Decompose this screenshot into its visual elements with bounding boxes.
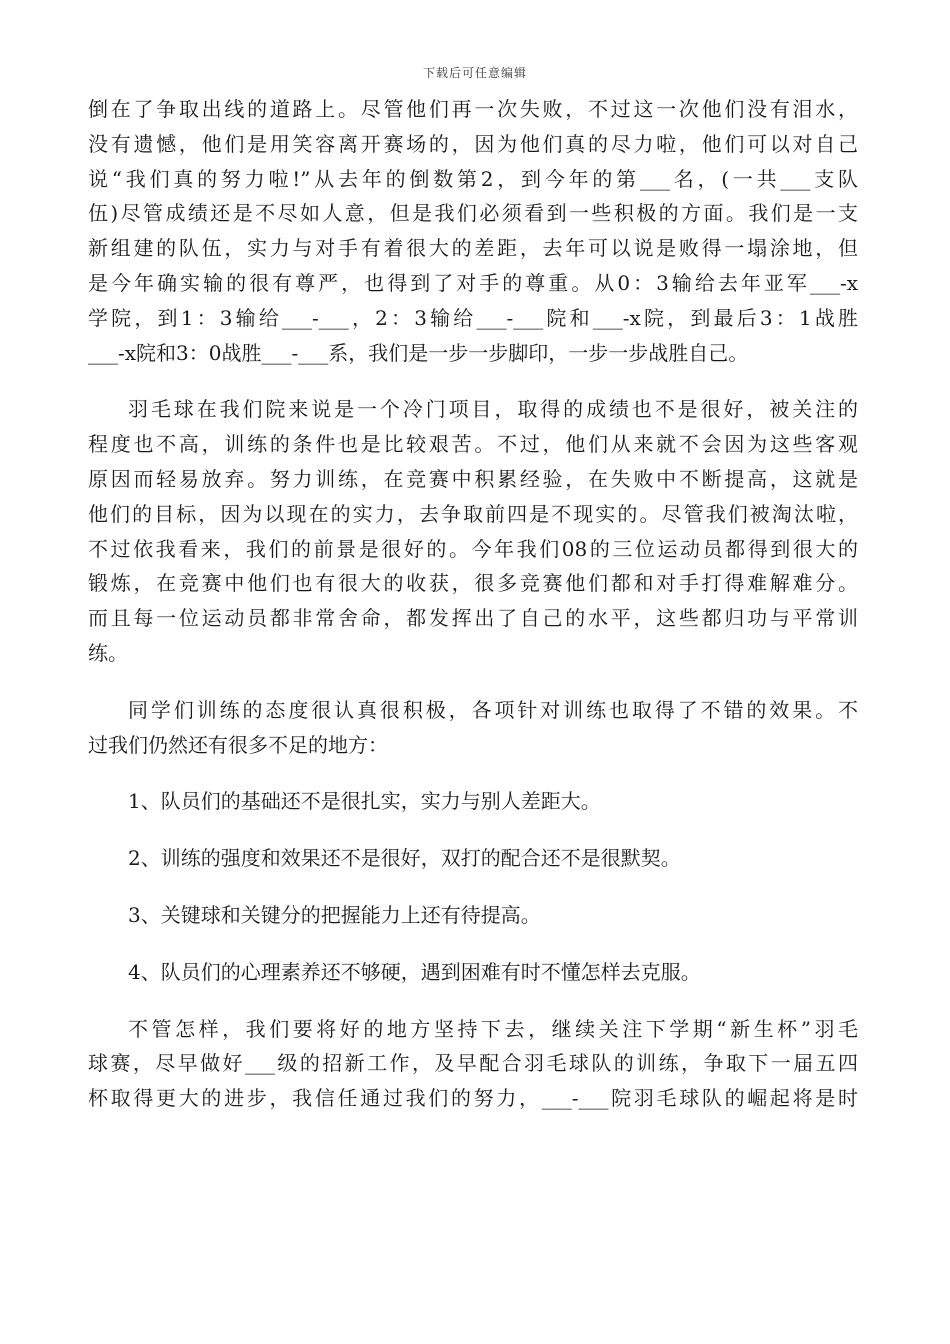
page-header: 下载后可任意编辑 <box>422 66 527 80</box>
text-line: 而且每一位运动员都非常舍命，都发挥出了自己的水平，这些都归功与平常训 <box>88 606 858 631</box>
text-line: 原因而轻易放弃。努力训练，在竞赛中积累经验，在失败中不断提高，这就是 <box>88 466 858 491</box>
text-line: 过我们仍然还有很多不足的地方： <box>88 732 388 757</box>
text-line: 他们的目标，因为以现在的实力，去争取前四是不现实的。尽管我们被淘汰啦， <box>88 501 858 526</box>
text-line: 是今年确实输的很有尊严，也得到了对手的尊重。从0：3输给去年亚军___-x <box>88 270 858 295</box>
text-line: 伍)尽管成绩还是不尽如人意，但是我们必须看到一些积极的方面。我们是一支 <box>88 201 858 226</box>
paragraph-1 <box>88 92 858 370</box>
text-line: 球赛，尽早做好___级的招新工作，及早配合羽毛球队的训练，争取下一届五四 <box>88 1051 858 1076</box>
paragraph-3 <box>88 693 858 763</box>
text-line: 学院，到1：3输给___-___，2：3输给___-___院和___-x院，到最后3：1战胜 <box>88 305 858 330</box>
document-body <box>88 92 858 1138</box>
text-line: 同学们训练的态度很认真很积极，各项针对训练也取得了不错的效果。不 <box>128 697 858 722</box>
text-line: 新组建的队伍，实力与对手有着很大的差距，去年可以说是败得一塌涂地，但 <box>88 236 858 261</box>
paragraph-closing <box>88 1012 858 1116</box>
list-item: 2、训练的强度和效果还不是很好，双打的配合还不是很默契。 <box>128 846 681 871</box>
text-line: 练。 <box>88 640 128 665</box>
text-line: 羽毛球在我们院来说是一个冷门项目，取得的成绩也不是很好，被关注的 <box>128 397 858 422</box>
text-line: 不管怎样，我们要将好的地方坚持下去，继续关注下学期“新生杯”羽毛 <box>128 1016 858 1041</box>
text-line: 不过依我看来，我们的前景是很好的。今年我们08的三位运动员都得到很大的 <box>88 536 858 561</box>
text-line: 倒在了争取出线的道路上。尽管他们再一次失败，不过这一次他们没有泪水， <box>88 97 858 121</box>
text-line: ___-x院和3：0战胜___-___系，我们是一步一步脚印，一步一步战胜自己。 <box>88 340 749 365</box>
list-item: 1、队员们的基础还不是很扎实，实力与别人差距大。 <box>128 789 601 814</box>
paragraph-2 <box>88 392 858 670</box>
text-line: 锻炼，在竞赛中他们也有很大的收获，很多竞赛他们都和对手打得难解难分。 <box>88 571 858 596</box>
text-line: 没有遗憾，他们是用笑容离开赛场的，因为他们真的尽力啦，他们可以对自己 <box>88 131 858 156</box>
text-line: 杯取得更大的进步，我信任通过我们的努力，___-___院羽毛球队的崛起将是时 <box>88 1086 858 1111</box>
list-item: 4、队员们的心理素养还不够硬，遇到困难有时不懂怎样去克服。 <box>128 959 701 984</box>
list-item: 3、关键球和关键分的把握能力上还有待提高。 <box>128 902 541 927</box>
text-line: 程度也不高，训练的条件也是比较艰苦。不过，他们从来就不会因为这些客观 <box>88 432 858 457</box>
text-line: 说“我们真的努力啦!”从去年的倒数第2，到今年的第___名，(一共___支队 <box>88 166 858 191</box>
